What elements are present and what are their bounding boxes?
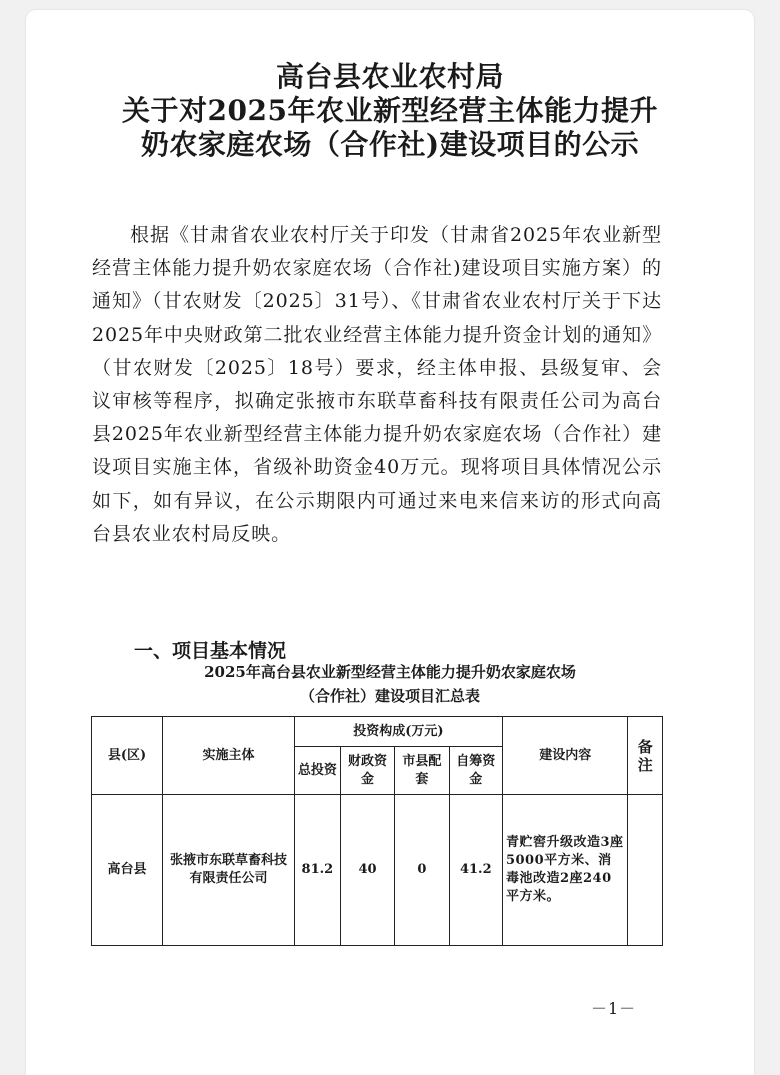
header-city-county: 市县配套 [395, 747, 449, 795]
cell-city-county: 0 [395, 795, 449, 946]
cell-county: 高台县 [92, 795, 163, 946]
body-paragraph: 根据《甘肃省农业农村厅关于印发（甘肃省2025年农业新型经营主体能力提升奶农家庭农场（合作社)建设项目实施方案）的通知》（甘农财发〔2025〕31号）、《甘肃省农业农村厅关于下达2025年中央财政第二批农业经营主体能力提升资金计划的通知》（甘农财发〔2025〕18号）要求，经主体申报、县级复审、会议审核等程序，拟确定张掖市东联草畜科技有限责任公司为高台县2025年农业新型经营主体能力提升奶农家庭农场（合作社）建设项目实施主体，省级补助资金40万元。现将项目具体情况公示如下，如有异议，在公示期限内可通过来电来信来访的形式向高台县农业农村局反映。 [92, 224, 662, 545]
summary-table [91, 716, 663, 946]
cell-remarks [628, 795, 663, 946]
cell-entity: 张掖市东联草畜科技有限责任公司 [163, 795, 295, 946]
title-line-3: 奶农家庭农场（合作社)建设项目的公示 [140, 128, 640, 161]
cell-fiscal: 40 [340, 795, 394, 946]
document-title [26, 60, 754, 162]
table-title-line-2: （合作社）建设项目汇总表 [299, 687, 480, 705]
cell-total: 81.2 [294, 795, 340, 946]
header-investment-group: 投资构成(万元) [294, 717, 502, 747]
cell-self-raised: 41.2 [449, 795, 502, 946]
table-header-row [92, 717, 663, 747]
header-total: 总投资 [294, 747, 340, 795]
header-self-raised: 自筹资金 [449, 747, 502, 795]
header-content: 建设内容 [502, 717, 627, 795]
cell-content: 青贮窖升级改造3座5000平方米、消毒池改造2座240平方米。 [502, 795, 627, 946]
header-county: 县(区) [92, 717, 163, 795]
title-line-2: 关于对2025年农业新型经营主体能力提升 [122, 94, 658, 127]
section-heading: 一、项目基本情况 [134, 640, 287, 662]
header-remarks: 备注 [628, 717, 663, 795]
table-row [92, 795, 663, 946]
table-title-line-1: 2025年高台县农业新型经营主体能力提升奶农家庭农场 [204, 663, 576, 681]
title-line-1: 高台县农业农村局 [275, 60, 504, 93]
header-fiscal: 财政资金 [340, 747, 394, 795]
header-entity: 实施主体 [163, 717, 295, 795]
page-number: －1－ [591, 999, 637, 1018]
document-page [26, 10, 754, 1075]
